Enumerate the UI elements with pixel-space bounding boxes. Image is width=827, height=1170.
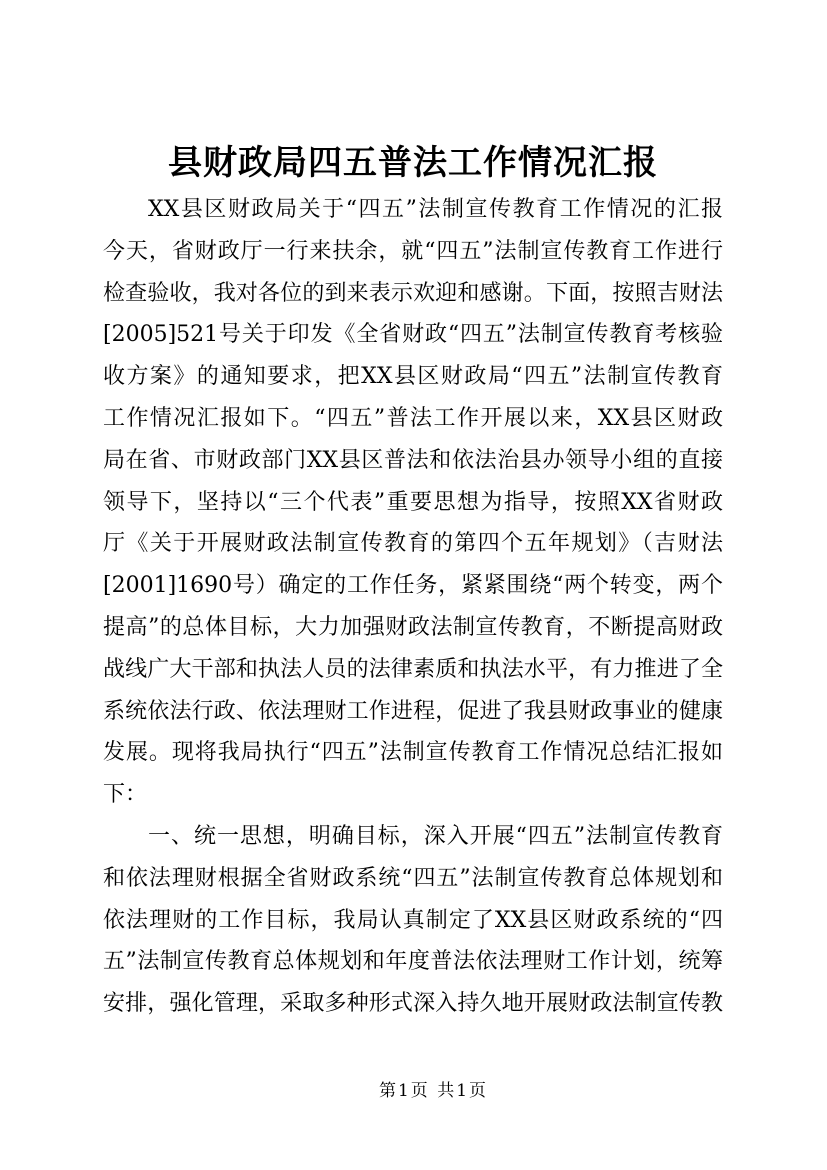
page-number: 第1页 共1页 [378, 1081, 489, 1101]
body-line: 检查验收，我对各位的到来表示欢迎和感谢。下面，按照吉财法 [103, 280, 723, 306]
body-line: 战线广大干部和执法人员的法律素质和执法水平，有力推进了全 [103, 656, 723, 682]
body-line: 和依法理财根据全省财政系统“四五”法制宣传教育总体规划和 [103, 865, 723, 891]
document-title: 县财政局四五普法工作情况汇报 [168, 143, 658, 183]
document-body [103, 189, 723, 1025]
body-line: 发展。现将我局执行“四五”法制宣传教育工作情况总结汇报如 [103, 740, 723, 766]
body-line: 领导下，坚持以“三个代表”重要思想为指导，按照XX省财政 [103, 489, 723, 515]
body-line: 依法理财的工作目标，我局认真制定了XX县区财政系统的“四 [103, 907, 723, 933]
body-line: 下： [103, 782, 148, 808]
body-line: 厅《关于开展财政法制宣传教育的第四个五年规划》（吉财法 [103, 531, 723, 557]
body-line: [2001]1690号）确定的工作任务，紧紧围绕“两个转变，两个 [103, 573, 723, 599]
body-line: 安排，强化管理，采取多种形式深入持久地开展财政法制宣传教 [103, 991, 723, 1017]
body-line: 今天，省财政厅一行来扶余，就“四五”法制宣传教育工作进行 [103, 238, 723, 264]
body-line: 工作情况汇报如下。“四五”普法工作开展以来，XX县区财政 [103, 405, 723, 431]
body-line: 局在省、市财政部门XX县区普法和依法治县办领导小组的直接 [103, 447, 723, 473]
body-line: 五”法制宣传教育总体规划和年度普法依法理财工作计划，统筹 [103, 949, 723, 975]
body-line: 收方案》的通知要求，把XX县区财政局“四五”法制宣传教育 [103, 364, 723, 390]
body-line: 一、统一思想，明确目标，深入开展“四五”法制宣传教育 [148, 823, 723, 849]
body-line: 提高”的总体目标，大力加强财政法制宣传教育，不断提高财政 [103, 614, 723, 640]
body-line: XX县区财政局关于“四五”法制宣传教育工作情况的汇报 [148, 197, 723, 222]
body-line: [2005]521号关于印发《全省财政“四五”法制宣传教育考核验 [103, 322, 723, 348]
body-line: 系统依法行政、依法理财工作进程，促进了我县财政事业的健康 [103, 698, 723, 724]
